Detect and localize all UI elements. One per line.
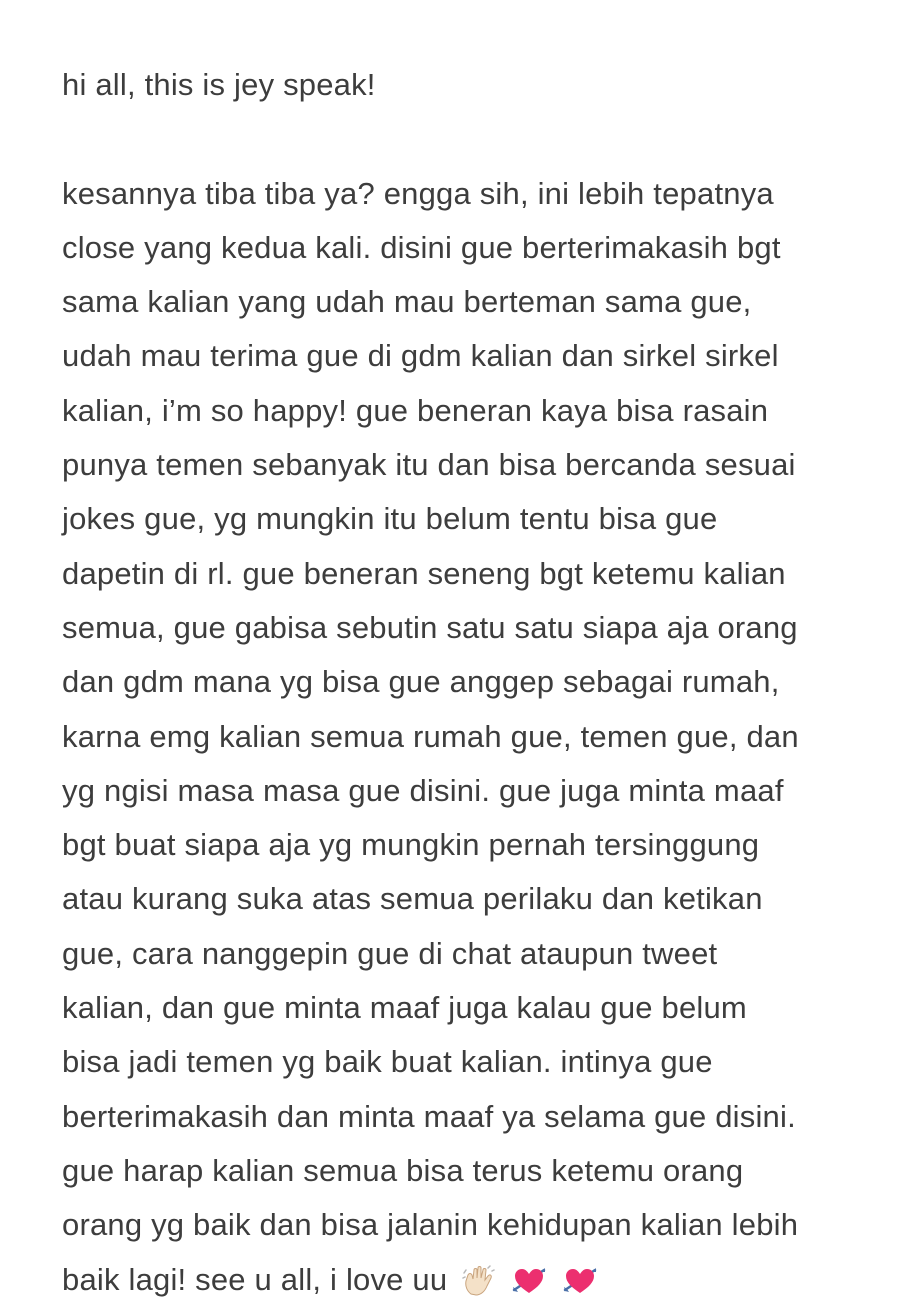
text-line: berterimakasih dan minta maaf ya selama gue disini.: [62, 1098, 796, 1134]
text-line: sama kalian yang udah mau berteman sama gue,: [62, 284, 752, 320]
text-line: atau kurang suka atas semua perilaku dan ketikan: [62, 881, 763, 917]
text-line: kalian, dan gue minta maaf juga kalau gue belum: [62, 990, 747, 1026]
text-line: udah mau terima gue di gdm kalian dan sirkel sirkel: [62, 338, 779, 374]
closing-line: [62, 1253, 882, 1307]
waving-hand-icon: [462, 1264, 496, 1298]
text-line: dapetin di rl. gue beneran seneng bgt ketemu kalian: [62, 555, 786, 591]
closing-text: baik lagi! see u all, i love uu: [62, 1261, 448, 1297]
text-line: jokes gue, yg mungkin itu belum tentu bisa gue: [62, 501, 718, 537]
text-line: kalian, i’m so happy! gue beneran kaya bisa rasain: [62, 392, 769, 428]
text-line: bgt buat siapa aja yg mungkin pernah tersinggung: [62, 827, 760, 863]
text-line: semua, gue gabisa sebutin satu satu siapa aja orang: [62, 609, 798, 645]
text-line: close yang kedua kali. disini gue berterimakasih bgt: [62, 229, 781, 265]
text-line: bisa jadi temen yg baik buat kalian. intinya gue: [62, 1044, 713, 1080]
paragraph: [62, 167, 882, 1253]
heart-with-arrow-icon: [511, 1264, 547, 1298]
text-line: punya temen sebanyak itu dan bisa bercanda sesuai: [62, 447, 796, 483]
greeting-line: hi all, this is jey speak!: [62, 67, 376, 102]
text-line: yg ngisi masa masa gue disini. gue juga minta maaf: [62, 772, 784, 808]
heart-with-arrow-icon: [562, 1264, 598, 1298]
text-line: dan gdm mana yg bisa gue anggep sebagai rumah,: [62, 664, 780, 700]
text-line: orang yg baik dan bisa jalanin kehidupan kalian lebih: [62, 1207, 799, 1243]
blank-line: [62, 112, 882, 166]
text-line: gue harap kalian semua bisa terus ketemu orang: [62, 1152, 744, 1188]
text-line: gue, cara nanggepin gue di chat ataupun tweet: [62, 935, 718, 971]
text-line: karna emg kalian semua rumah gue, temen gue, dan: [62, 718, 799, 754]
note-body: [62, 58, 882, 1307]
text-line: kesannya tiba tiba ya? engga sih, ini lebih tepatnya: [62, 175, 774, 211]
